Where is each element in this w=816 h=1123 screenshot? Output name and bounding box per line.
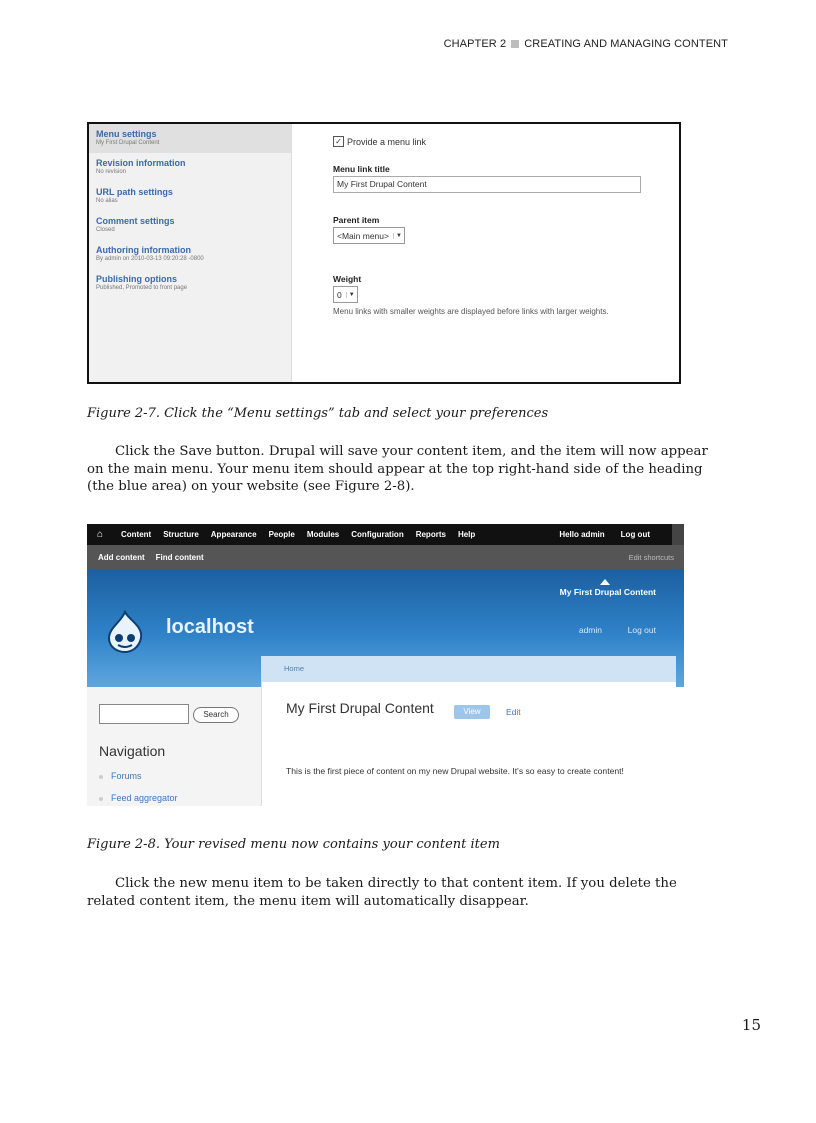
- page-number: 15: [741, 1016, 761, 1034]
- active-menu-pointer-icon: [600, 579, 610, 585]
- tab-summary: By admin on 2010-03-13 09:20:28 -0800: [96, 256, 204, 262]
- user-logout-link[interactable]: Log out: [627, 625, 656, 635]
- checkmark-icon: ✓: [333, 136, 344, 147]
- toolbar-toggle[interactable]: [672, 524, 684, 545]
- menu-settings-pane: [333, 136, 673, 316]
- bullet-icon: [99, 775, 103, 779]
- toolbar-item[interactable]: Help: [457, 530, 476, 539]
- breadcrumb: [262, 656, 676, 682]
- toolbar-item[interactable]: Appearance: [210, 530, 257, 539]
- search-button[interactable]: Search: [193, 707, 239, 723]
- tab-title: Revision information: [96, 158, 186, 168]
- bullet-icon: [99, 797, 103, 801]
- chapter-label: CHAPTER 2: [443, 38, 507, 50]
- hello-user-link[interactable]: Hello admin: [559, 530, 605, 539]
- drupal-logo-icon: [103, 610, 147, 654]
- sidebar: [87, 687, 261, 806]
- figure-caption: Figure 2-8. Your revised menu now contains your content item: [87, 837, 500, 852]
- admin-toolbar: [87, 524, 684, 545]
- weight-description: Menu links with smaller weights are displayed before links with larger weights.: [333, 307, 609, 316]
- figure-drupal-site-screenshot: [87, 524, 684, 806]
- shortcut-item[interactable]: Find content: [155, 552, 204, 562]
- toolbar-item[interactable]: Modules: [306, 530, 340, 539]
- toolbar-item[interactable]: Structure: [163, 530, 199, 539]
- chevron-down-icon: ▼: [346, 292, 355, 298]
- chapter-title: CREATING AND MANAGING CONTENT: [524, 38, 728, 50]
- nav-item-forums[interactable]: Forums: [111, 771, 142, 781]
- site-name[interactable]: localhost: [166, 616, 254, 638]
- tab-title: Menu settings: [96, 129, 157, 139]
- parent-item-label: Parent item: [333, 215, 380, 225]
- tab-summary: Closed: [96, 227, 115, 233]
- tab-edit[interactable]: Edit: [506, 707, 521, 717]
- user-account-link[interactable]: admin: [578, 625, 602, 635]
- tab-title: Authoring information: [96, 245, 191, 255]
- home-icon[interactable]: ⌂: [96, 529, 104, 540]
- tab-authoring-information[interactable]: [89, 240, 291, 269]
- weight-select[interactable]: [333, 286, 358, 303]
- figure-caption: Figure 2-7. Click the “Menu settings” tab and select your preferences: [87, 406, 549, 421]
- body-paragraph: Click the new menu item to be taken directly to that content item. If you delete the related content item, the menu item will automatically disappear.: [87, 876, 677, 909]
- tab-view[interactable]: View: [454, 705, 490, 719]
- nav-item-feed-aggregator[interactable]: Feed aggregator: [111, 793, 178, 803]
- shortcut-item[interactable]: Add content: [98, 552, 145, 562]
- tab-summary: My First Drupal Content: [96, 140, 160, 146]
- parent-item-select[interactable]: [333, 227, 405, 244]
- toolbar-item[interactable]: Configuration: [351, 530, 404, 539]
- content-body: This is the first piece of content on my new Drupal website. It's so easy to create content!: [286, 766, 624, 776]
- provide-menu-link-checkbox[interactable]: [333, 136, 673, 147]
- tab-summary: No revision: [96, 169, 127, 175]
- select-value: 0: [337, 289, 342, 300]
- shortcut-bar: [87, 545, 684, 569]
- chevron-down-icon: ▼: [393, 233, 402, 239]
- toolbar-item[interactable]: People: [268, 530, 295, 539]
- menu-link-title-input[interactable]: My First Drupal Content: [333, 176, 641, 193]
- running-header: [444, 38, 728, 50]
- main-content: [261, 656, 676, 806]
- main-menu-item[interactable]: My First Drupal Content: [559, 587, 656, 597]
- separator-square-icon: [511, 40, 519, 48]
- vertical-tabs: [89, 124, 292, 382]
- weight-label: Weight: [333, 274, 362, 284]
- tab-url-path-settings[interactable]: [89, 182, 291, 211]
- tab-summary: No alias: [96, 198, 118, 204]
- tab-revision-information[interactable]: [89, 153, 291, 182]
- body-paragraph: Click the Save button. Drupal will save your content item, and the item will now appear on the main menu. Your menu item should appear at the top right-hand side of the heading (the blue area) on your website (see Figure 2-8).: [87, 444, 708, 494]
- tab-summary: Published, Promoted to front page: [96, 285, 188, 291]
- tab-publishing-options[interactable]: [89, 269, 291, 298]
- logout-link[interactable]: Log out: [620, 530, 650, 539]
- tab-title: Publishing options: [96, 274, 177, 284]
- tab-title: Comment settings: [96, 216, 175, 226]
- toolbar-item[interactable]: Reports: [415, 530, 446, 539]
- search-input[interactable]: [99, 704, 189, 724]
- menu-link-title-label: Menu link title: [333, 164, 390, 174]
- figure-menu-settings-screenshot: [87, 122, 681, 384]
- tab-comment-settings[interactable]: [89, 211, 291, 240]
- toolbar-user: [559, 530, 650, 539]
- tab-menu-settings[interactable]: [89, 124, 291, 153]
- select-value: <Main menu>: [337, 230, 389, 241]
- navigation-heading: Navigation: [99, 743, 166, 759]
- tab-title: URL path settings: [96, 187, 173, 197]
- content-title: My First Drupal Content: [286, 700, 434, 716]
- checkbox-label: Provide a menu link: [347, 136, 427, 147]
- toolbar-item[interactable]: Content: [121, 530, 152, 539]
- edit-shortcuts-link[interactable]: Edit shortcuts: [628, 552, 674, 562]
- breadcrumb-home[interactable]: Home: [284, 664, 305, 673]
